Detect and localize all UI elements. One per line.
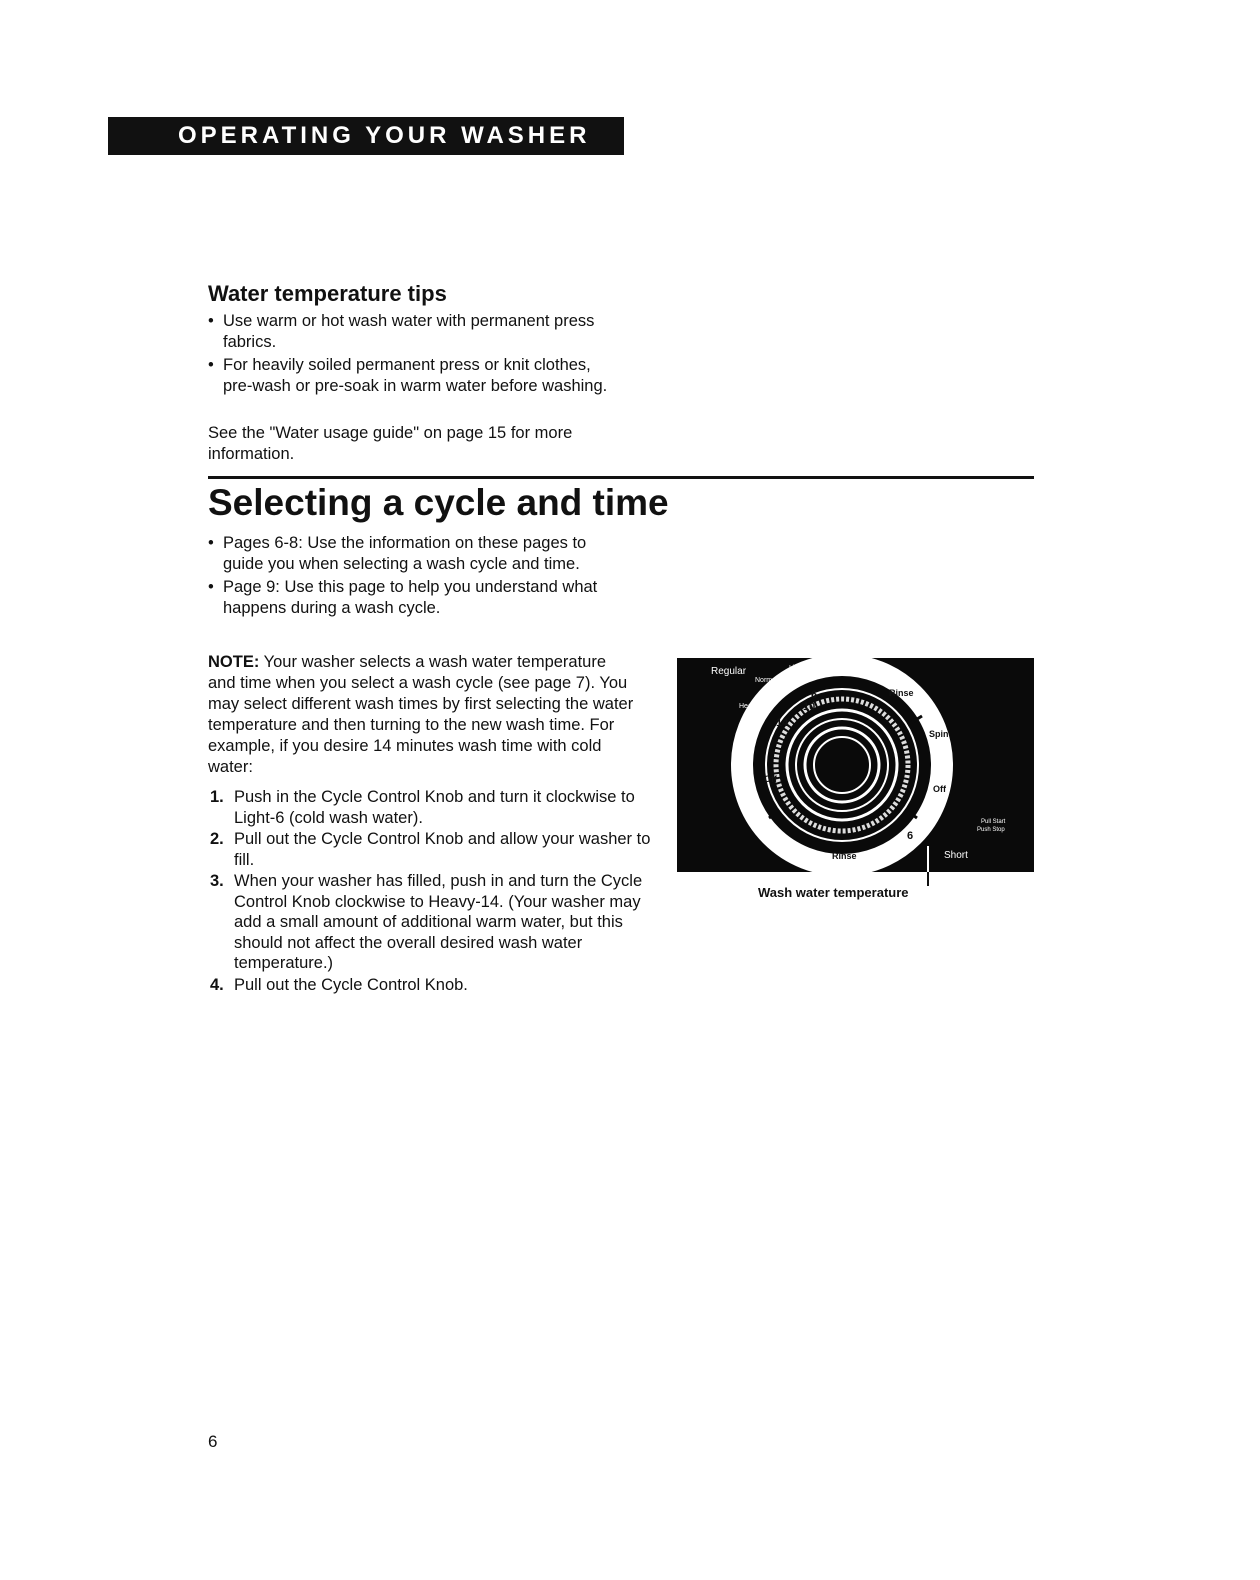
list-item: • Use warm or hot wash water with permanent press fabrics.	[208, 312, 595, 351]
dial-label-off-left: Off	[764, 774, 777, 784]
list-item: • Pages 6-8: Use the information on these pages to guide you when selecting a wash cycle and time.	[208, 534, 587, 573]
list-item: • For heavily soiled permanent press or knit clothes, pre-wash or pre-soak in warm water before washing.	[208, 356, 608, 395]
dial-label-14: 14	[776, 717, 789, 729]
step-item: 1. Push in the Cycle Control Knob and turn it clockwise to Light-6 (cold wash water).	[210, 788, 635, 827]
page-number: 6	[208, 1432, 218, 1451]
caption-pointer	[927, 872, 929, 886]
section-divider	[208, 476, 1034, 479]
cycle-pages-list	[208, 533, 628, 621]
figure-caption: Wash water temperature	[758, 885, 909, 900]
dial-label-spin: Spin	[929, 729, 949, 739]
dial-label-rinse-bottom: Rinse	[832, 851, 857, 861]
temp-tips-list	[208, 311, 618, 399]
list-item: • Page 9: Use this page to help you understand what happens during a wash cycle.	[208, 578, 598, 617]
dial-label-heavy: Heavy	[739, 703, 759, 710]
label-push-stop: Push Stop	[977, 827, 1005, 833]
cycle-control-dial-illustration	[677, 658, 1034, 872]
page-title: Selecting a cycle and time	[208, 482, 669, 523]
temp-tips-see-also: See the "Water usage guide" on page 15 for more information.	[208, 424, 573, 463]
dial-label-light: Light	[789, 665, 805, 672]
step-item: 3. When your washer has filled, push in and turn the Cycle Control Knob clockwise to Heavy-14. (Your washer may add a small amount of additional warm water, but this should not affect the overall desired wash water temperature.)	[210, 872, 643, 972]
dial-label-6: 6	[811, 689, 818, 701]
dial-label-normal: Normal	[755, 677, 778, 684]
section-header-band: OPERATING YOUR WASHER	[108, 117, 624, 155]
step-item: 2. Pull out the Cycle Control Knob and allow your washer to fill.	[210, 830, 651, 869]
dial-label-regular: Regular	[711, 666, 747, 677]
step-item: 4. Pull out the Cycle Control Knob.	[210, 975, 468, 994]
dial-label-off-right: Off	[933, 784, 946, 794]
note-label: NOTE:	[208, 653, 260, 671]
steps-list	[208, 787, 668, 996]
label-short: Short	[944, 850, 968, 861]
label-pull-start: Pull Start	[981, 819, 1006, 825]
cycle-control-knob	[805, 728, 879, 802]
dial-label-10: 10	[803, 701, 816, 713]
cycle-control-dial-figure	[677, 658, 1034, 872]
temp-tips-heading: Water temperature tips	[208, 281, 447, 306]
dial-label-rinse-top: Rinse	[889, 688, 914, 698]
note-paragraph	[208, 652, 638, 778]
note-text: Your washer selects a wash water temperature and time when you select a wash cycle (see page 7). You may select different wash times by first selecting the water temperature and then turning to the new wash time. For example, if you desire 14 minutes wash time with cold water:	[208, 653, 634, 776]
dial-label-6-lower: 6	[907, 830, 914, 842]
